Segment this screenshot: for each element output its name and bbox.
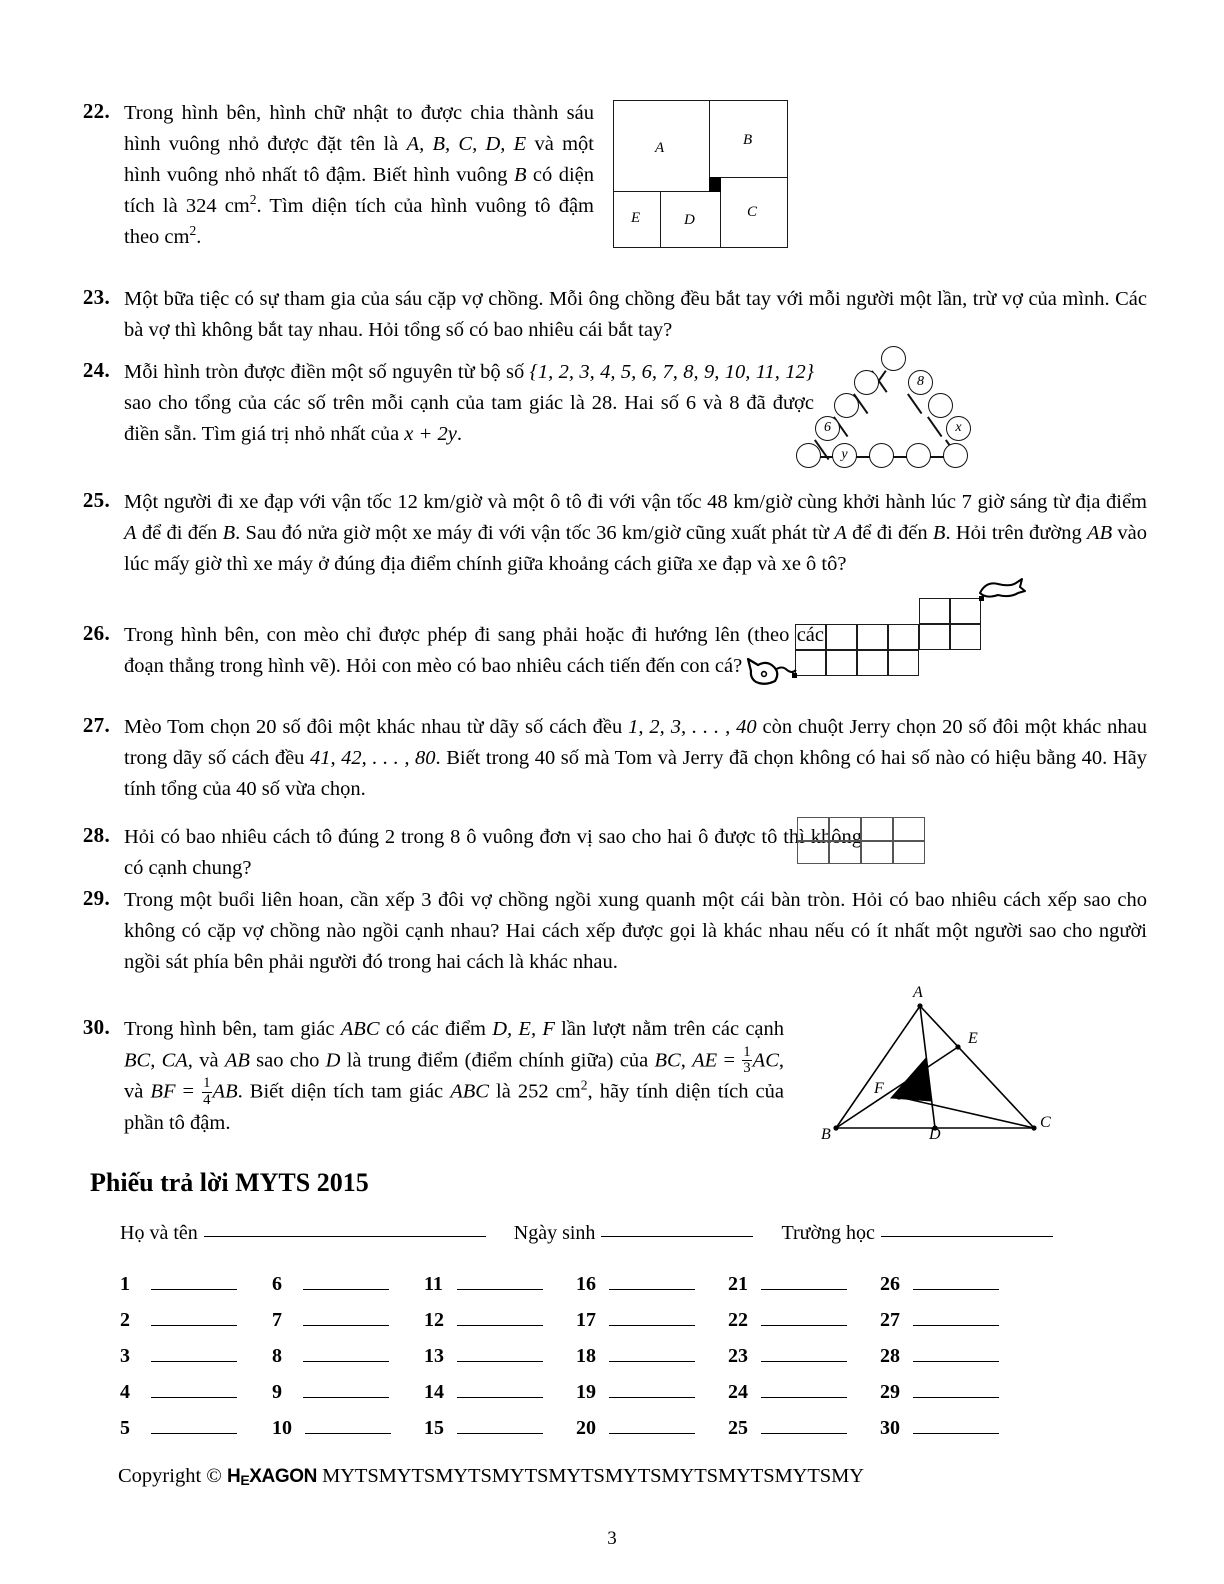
problem-text xyxy=(110,487,1147,580)
answer-number: 8 xyxy=(272,1345,282,1367)
fig28-cell xyxy=(893,817,925,841)
answer-row xyxy=(120,1416,1120,1440)
answer-number: 1 xyxy=(120,1273,130,1295)
answer-number: 17 xyxy=(576,1309,596,1331)
answer-number: 20 xyxy=(576,1417,596,1439)
p27-seq1: 1, 2, 3, . . . , 40 xyxy=(628,716,757,738)
p30-t26: , hãy tính diện tích của phần tô đậm. xyxy=(124,1080,784,1134)
p30-bc: BC xyxy=(654,1049,681,1072)
answer-slot-21[interactable] xyxy=(728,1272,880,1296)
full-name-input[interactable] xyxy=(204,1236,486,1237)
answer-slot-26[interactable] xyxy=(880,1272,1032,1296)
answer-line[interactable] xyxy=(761,1380,847,1398)
answer-slot-25[interactable] xyxy=(728,1416,880,1440)
answer-line[interactable] xyxy=(457,1380,543,1398)
fig28-cell xyxy=(797,817,829,841)
fish-icon xyxy=(978,577,1026,603)
answer-row xyxy=(120,1344,1120,1368)
answer-number: 24 xyxy=(728,1381,748,1403)
p30-t19: = xyxy=(175,1080,202,1103)
problem-text: Trong hình bên, con mèo chỉ được phép đi sang phải hoặc đi hướng lên (theo các đoạn thẳng trong hình vẽ). Hỏi con mèo có bao nhiêu cách tiến đến con cá? xyxy=(124,624,824,677)
p25-t8: . Hỏi trên đường xyxy=(945,522,1088,544)
answer-line[interactable] xyxy=(305,1416,391,1434)
p30-t17: , và xyxy=(124,1049,784,1103)
fig28-cell xyxy=(797,841,829,865)
answer-number: 4 xyxy=(120,1381,130,1403)
answer-slot-8[interactable] xyxy=(272,1344,424,1368)
problem-text: Hỏi có bao nhiêu cách tô đúng 2 trong 8 ô vuông đơn vị sao cho hai ô được tô thì không có cạnh chung? xyxy=(124,826,862,879)
answer-number: 13 xyxy=(424,1345,444,1367)
fig24-circle-x: x xyxy=(946,416,971,441)
problem-23 xyxy=(62,284,1147,346)
answer-line[interactable] xyxy=(761,1344,847,1362)
answer-line[interactable] xyxy=(609,1344,695,1362)
answer-slot-6[interactable] xyxy=(272,1272,424,1296)
answer-line[interactable] xyxy=(151,1272,237,1290)
fig24-circle-empty xyxy=(796,443,821,468)
p24-t0: Mỗi hình tròn được điền một số nguyên từ bộ số xyxy=(124,361,530,383)
p30-t10: là trung điểm (điểm chính giữa) của xyxy=(340,1049,655,1072)
copyright-symbol-icon: © xyxy=(206,1465,222,1487)
answer-slot-15[interactable] xyxy=(424,1416,576,1440)
fig26-cell xyxy=(888,624,919,650)
fig26-cell xyxy=(888,650,919,676)
fig26-cell xyxy=(919,598,950,624)
fig24-circle-empty xyxy=(854,370,879,395)
fig26-cell xyxy=(826,650,857,676)
figure-24-triangle-of-circles xyxy=(788,348,978,470)
p30-t8: sao cho xyxy=(249,1049,326,1072)
problem-number: 25. xyxy=(82,488,110,512)
answer-slot-3[interactable] xyxy=(120,1344,272,1368)
problem-number: 24. xyxy=(82,358,110,382)
school-input[interactable] xyxy=(881,1236,1053,1237)
answer-line[interactable] xyxy=(303,1380,389,1398)
p30-ae: AE xyxy=(692,1049,718,1072)
problem-text: Một bữa tiệc có sự tham gia của sáu cặp vợ chồng. Mỗi ông chồng đều bắt tay với mỗi người một lần, trừ vợ của mình. Các bà vợ thì không bắt tay nhau. Hỏi tổng số có bao nhiêu cái bắt tay? xyxy=(124,288,1147,341)
answer-slot-19[interactable] xyxy=(576,1380,728,1404)
figure-28-grid xyxy=(797,817,925,864)
problem-text: Trong một buổi liên hoan, cần xếp 3 đôi vợ chồng ngồi xung quanh một cái bàn tròn. Hỏi có bao nhiêu cách xếp sao cho không có cặp vợ chồng nào ngồi cạnh nhau? Hai cách xếp được gọi là khác nhau nếu có ít nhất một người sao cho người ngồi sát phía bên phải người đó trong hai cách là khác nhau. xyxy=(124,889,1147,973)
p30-d: D xyxy=(325,1049,341,1072)
answer-number: 25 xyxy=(728,1417,748,1439)
answer-line[interactable] xyxy=(457,1416,543,1434)
answer-line[interactable] xyxy=(457,1272,543,1290)
p30-frac-one-third: $\frac{1}{3}$ xyxy=(743,1044,751,1077)
answer-line[interactable] xyxy=(609,1416,695,1434)
field-label-school: Trường học xyxy=(781,1222,875,1244)
fig26-cell xyxy=(950,598,981,624)
answer-slot-1[interactable] xyxy=(120,1272,272,1296)
answer-row xyxy=(120,1308,1120,1332)
answer-line[interactable] xyxy=(913,1272,999,1290)
p27-t0: Mèo Tom chọn 20 số đôi một khác nhau từ dãy số cách đều xyxy=(124,716,629,738)
answer-line[interactable] xyxy=(913,1416,999,1434)
answer-number: 21 xyxy=(728,1273,748,1295)
answer-line[interactable] xyxy=(303,1308,389,1326)
answer-number: 23 xyxy=(728,1345,748,1367)
answer-number: 15 xyxy=(424,1417,444,1439)
p25-a2: A xyxy=(834,522,847,544)
p25-t6: để đi đến xyxy=(846,522,933,544)
hexagon-logo-e: E xyxy=(240,1472,250,1488)
fig30-label-f: F xyxy=(874,1080,884,1097)
p22-t0: Trong hình bên, hình chữ nhật to được chia thành sáu hình vuông nhỏ được đặt tên là xyxy=(124,102,594,155)
problem-30 xyxy=(62,1014,892,1139)
p27-t4: . Biết trong 40 số mà Tom và Jerry đã chọn không có hai số nào có hiệu bằng 40. Hãy tính tổng của 40 số vừa chọn. xyxy=(124,747,1147,800)
problem-text xyxy=(110,1014,784,1139)
answer-number: 9 xyxy=(272,1381,282,1403)
answer-line[interactable] xyxy=(151,1380,237,1398)
fig24-circle-empty xyxy=(869,443,894,468)
problem-number: 26. xyxy=(82,621,110,645)
problem-number: 29. xyxy=(82,886,110,910)
fig22-label-c: C xyxy=(747,204,758,220)
field-label-full-name: Họ và tên xyxy=(120,1222,198,1244)
p25-t4: . Sau đó nửa giờ một xe máy đi với vận tốc 36 km/giờ cũng xuất phát từ xyxy=(235,522,835,544)
problem-number: 28. xyxy=(82,823,110,847)
answer-line[interactable] xyxy=(761,1416,847,1434)
p22-var-b: B xyxy=(513,164,527,186)
fig24-circle-empty xyxy=(834,393,859,418)
answer-slot-7[interactable] xyxy=(272,1308,424,1332)
p25-t10: vào lúc mấy giờ thì xe máy ở đúng địa điểm chính giữa khoảng cách giữa xe đạp và xe ô tô? xyxy=(124,522,1147,575)
answer-number: 27 xyxy=(880,1309,900,1331)
answer-line[interactable] xyxy=(457,1308,543,1326)
fig28-cell xyxy=(861,817,893,841)
answer-line[interactable] xyxy=(609,1380,695,1398)
p30-bf: BF xyxy=(150,1080,176,1103)
answer-line[interactable] xyxy=(761,1308,847,1326)
figure-26-cat-fish-grid xyxy=(795,590,1010,690)
answer-row xyxy=(120,1272,1120,1296)
p30-ab2: AB xyxy=(212,1080,238,1103)
p30-ab1: AB xyxy=(224,1049,250,1072)
answer-slot-23[interactable] xyxy=(728,1344,880,1368)
copyright-line xyxy=(118,1465,864,1488)
answer-number: 26 xyxy=(880,1273,900,1295)
answer-slot-29[interactable] xyxy=(880,1380,1032,1404)
answer-slot-24[interactable] xyxy=(728,1380,880,1404)
copyright-word: Copyright xyxy=(118,1465,202,1487)
answer-slot-18[interactable] xyxy=(576,1344,728,1368)
answer-number: 28 xyxy=(880,1345,900,1367)
problem-number: 23. xyxy=(82,285,110,309)
answer-number: 19 xyxy=(576,1381,596,1403)
hexagon-logo-h: H xyxy=(226,1466,241,1487)
p25-t0: Một người đi xe đạp với vận tốc 12 km/giờ và một ô tô đi với vận tốc 48 km/giờ cùng khởi hành lúc 7 giờ sáng từ địa điểm xyxy=(124,491,1147,513)
answer-slot-20[interactable] xyxy=(576,1416,728,1440)
p30-ac: AC xyxy=(752,1049,779,1072)
fig28-cell xyxy=(861,841,893,865)
p22-sup1: 2 xyxy=(249,192,257,208)
answer-line[interactable] xyxy=(151,1344,237,1362)
answer-line[interactable] xyxy=(151,1416,237,1434)
fig30-label-d: D xyxy=(929,1126,941,1143)
answer-line[interactable] xyxy=(457,1344,543,1362)
identity-fields xyxy=(120,1222,1120,1245)
fig30-label-c: C xyxy=(1040,1114,1051,1131)
answer-number: 6 xyxy=(272,1273,282,1295)
answer-sheet-title: Phiếu trả lời MYTS 2015 xyxy=(90,1168,369,1197)
fig30-label-a: A xyxy=(913,984,923,1001)
answer-slot-2[interactable] xyxy=(120,1308,272,1332)
fig26-cell xyxy=(857,624,888,650)
p30-t12: , xyxy=(680,1049,693,1072)
fig24-circle-empty xyxy=(928,393,953,418)
hexagon-logo-rest: XAGON xyxy=(249,1466,317,1487)
fig26-cell xyxy=(919,624,950,650)
answer-number: 5 xyxy=(120,1417,130,1439)
fig26-cell xyxy=(950,624,981,650)
fig28-cell xyxy=(829,817,861,841)
answer-slot-11[interactable] xyxy=(424,1272,576,1296)
figure-22-rectangle-of-squares xyxy=(613,100,788,248)
answer-number: 18 xyxy=(576,1345,596,1367)
fig30-svg xyxy=(828,988,1076,1140)
fig24-link xyxy=(907,393,922,414)
answer-slot-13[interactable] xyxy=(424,1344,576,1368)
p30-t0: Trong hình bên, tam giác xyxy=(124,1018,341,1040)
p30-bcca: BC, CA, xyxy=(124,1049,193,1072)
p30-t6: và xyxy=(192,1049,225,1072)
field-full-name xyxy=(120,1222,486,1245)
p24-t4: . xyxy=(456,423,462,445)
p22-t8: . xyxy=(196,226,202,248)
problem-number: 22. xyxy=(82,99,110,123)
answer-grid xyxy=(120,1272,1120,1452)
answer-slot-9[interactable] xyxy=(272,1380,424,1404)
answer-slot-14[interactable] xyxy=(424,1380,576,1404)
answer-slot-17[interactable] xyxy=(576,1308,728,1332)
problem-number: 30. xyxy=(82,1015,110,1039)
p25-t2: để đi đến xyxy=(136,522,223,544)
answer-line[interactable] xyxy=(913,1308,999,1326)
answer-slot-28[interactable] xyxy=(880,1344,1032,1368)
problem-29 xyxy=(62,885,1147,978)
p27-t2: còn chuột Jerry chọn 20 số đôi một khác nhau trong dãy số cách đều xyxy=(124,716,1148,769)
fig22-label-d: D xyxy=(684,212,695,228)
p22-vars: A, B, C, D, E xyxy=(406,133,527,155)
answer-number: 30 xyxy=(880,1417,900,1439)
p22-t2: và một hình vuông nhỏ nhất tô đậm. Biết hình vuông xyxy=(124,133,594,186)
answer-slot-4[interactable] xyxy=(120,1380,272,1404)
answer-line[interactable] xyxy=(913,1344,999,1362)
answer-slot-10[interactable] xyxy=(272,1416,424,1440)
answer-number: 22 xyxy=(728,1309,748,1331)
myts-repeat-text: MYTSMYTSMYTSMYTSMYTSMYTSMYTSMYTSMYTSMY xyxy=(322,1465,864,1487)
answer-number: 14 xyxy=(424,1381,444,1403)
problem-text xyxy=(110,712,1147,805)
answer-slot-5[interactable] xyxy=(120,1416,272,1440)
answer-number: 11 xyxy=(424,1273,443,1295)
answer-line[interactable] xyxy=(913,1380,999,1398)
problem-text xyxy=(110,357,814,450)
problem-25 xyxy=(62,487,1147,580)
cat-icon xyxy=(745,653,797,687)
page-number: 3 xyxy=(607,1528,617,1549)
p25-b2: B xyxy=(932,522,946,544)
field-birthdate xyxy=(514,1222,754,1245)
fig22-shaded-square xyxy=(709,177,721,192)
answer-slot-22[interactable] xyxy=(728,1308,880,1332)
fig30-label-e: E xyxy=(968,1030,978,1047)
p30-t22: . Biết diện tích tam giác xyxy=(237,1080,451,1103)
problem-26 xyxy=(62,620,862,682)
answer-line[interactable] xyxy=(151,1308,237,1326)
problem-text xyxy=(110,98,594,253)
fig24-circle-empty xyxy=(881,346,906,371)
problem-24 xyxy=(62,357,852,450)
answer-slot-12[interactable] xyxy=(424,1308,576,1332)
fig28-cell xyxy=(893,841,925,865)
p24-set: {1, 2, 3, 4, 5, 6, 7, 8, 9, 10, 11, 12} xyxy=(529,361,814,383)
problem-number: 27. xyxy=(82,713,110,737)
p24-t2: sao cho tổng của các số trên mỗi cạnh của tam giác là 28. Hai số 6 và 8 đã được điền sẵn. Tìm giá trị nhỏ nhất của xyxy=(124,392,814,445)
answer-slot-27[interactable] xyxy=(880,1308,1032,1332)
p30-t14: = xyxy=(717,1049,742,1072)
answer-number: 3 xyxy=(120,1345,130,1367)
p25-ab: AB xyxy=(1087,522,1113,544)
p27-seq2: 41, 42, . . . , 80 xyxy=(309,747,436,769)
answer-line[interactable] xyxy=(303,1272,389,1290)
field-school xyxy=(781,1222,1052,1245)
p30-t24: là 252 cm xyxy=(488,1080,581,1103)
answer-number: 10 xyxy=(272,1417,292,1439)
problem-28 xyxy=(62,822,862,884)
fig26-cell xyxy=(826,624,857,650)
fig30-label-b: B xyxy=(821,1126,831,1143)
fig26-cell xyxy=(795,650,826,676)
answer-line[interactable] xyxy=(609,1272,695,1290)
p30-abc1: ABC xyxy=(340,1018,380,1040)
fig24-link xyxy=(927,416,942,437)
p30-t2: có các điểm xyxy=(379,1018,493,1040)
fig24-circle-y: y xyxy=(832,443,857,468)
fig22-label-a: A xyxy=(655,140,665,156)
p30-def: D, E, F xyxy=(492,1018,555,1040)
answer-number: 12 xyxy=(424,1309,444,1331)
p22-t4: có diện tích là 324 cm xyxy=(124,164,594,217)
answer-line[interactable] xyxy=(609,1308,695,1326)
answer-number: 16 xyxy=(576,1273,596,1295)
answer-row xyxy=(120,1380,1120,1404)
p22-sup2: 2 xyxy=(189,223,197,239)
answer-slot-30[interactable] xyxy=(880,1416,1032,1440)
answer-slot-16[interactable] xyxy=(576,1272,728,1296)
p24-expr: x + 2y xyxy=(404,423,457,445)
p25-a1: A xyxy=(124,522,137,544)
fig22-label-e: E xyxy=(631,210,641,226)
p30-abc2: ABC xyxy=(450,1080,489,1103)
p22-t6: . Tìm diện tích của hình vuông tô đậm theo cm xyxy=(124,195,594,248)
answer-line[interactable] xyxy=(761,1272,847,1290)
problem-27 xyxy=(62,712,1147,805)
p30-t4: lần lượt nằm trên các cạnh xyxy=(554,1018,785,1040)
p30-frac-one-fourth: $\frac{1}{4}$ xyxy=(203,1075,211,1108)
fig26-cell xyxy=(795,624,826,650)
answer-number: 7 xyxy=(272,1309,282,1331)
figure-30-triangle-abc xyxy=(821,984,1076,1143)
fig22-label-b: B xyxy=(743,132,753,148)
fig24-circle-empty xyxy=(906,443,931,468)
fig26-cell xyxy=(857,650,888,676)
answer-number: 2 xyxy=(120,1309,130,1331)
field-label-birthdate: Ngày sinh xyxy=(513,1222,596,1244)
hexagon-logo xyxy=(227,1466,317,1487)
p25-b1: B xyxy=(222,522,236,544)
answer-line[interactable] xyxy=(303,1344,389,1362)
fig28-cell xyxy=(829,841,861,865)
birthdate-input[interactable] xyxy=(601,1236,753,1237)
fig24-circle-8: 8 xyxy=(908,370,933,395)
answer-number: 29 xyxy=(880,1381,900,1403)
fig24-circle-6: 6 xyxy=(815,416,840,441)
fig24-circle-empty xyxy=(943,443,968,468)
p30-sup: 2 xyxy=(580,1078,588,1094)
